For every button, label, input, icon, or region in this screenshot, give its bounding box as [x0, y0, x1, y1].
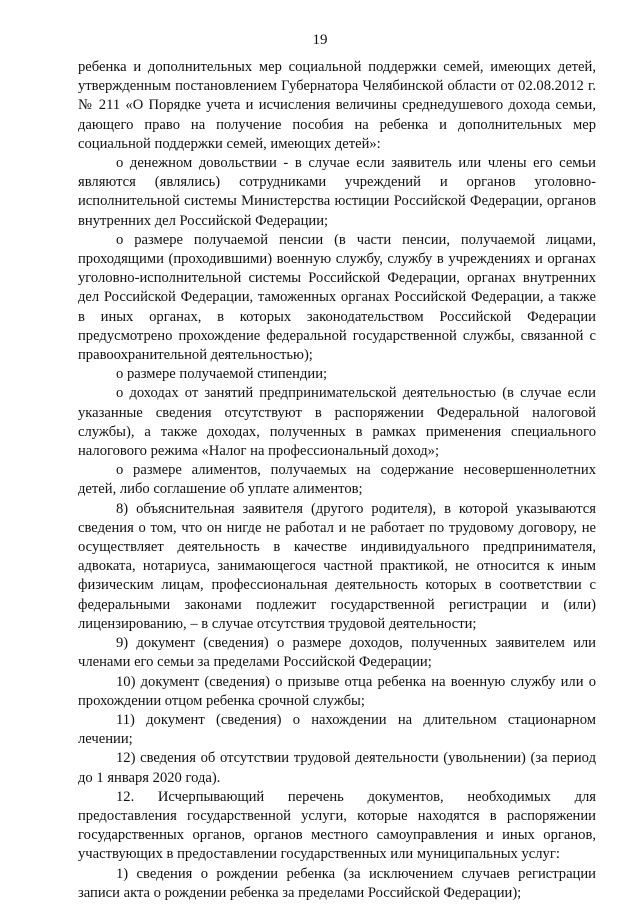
paragraph-section-12-item-1: 1) сведения о рождении ребенка (за исключением случаев регистрации записи акта о рождении ребенка за пределами Российской Федерации); — [78, 865, 596, 901]
paragraph-alimony: о размере алиментов, получаемых на содержание несовершеннолетних детей, либо соглашение об уплате алиментов; — [78, 462, 596, 498]
document-body — [78, 58, 596, 903]
paragraph-item-10: 10) документ (сведения) о призыве отца ребенка на военную службу или о прохождении отцом ребенка срочной службы; — [78, 673, 596, 709]
paragraph-business-income: о доходах от занятий предпринимательской деятельностью (в случае если указанные сведения отсутствуют в распоряжении Федеральной налоговой службы), а также доходах, полученных в рамках применения специального налогового режима «Налог на профессиональный доход»; — [78, 385, 596, 460]
paragraph-item-9: 9) документ (сведения) о размере доходов, полученных заявителем или членами его семьи за пределами Российской Федерации; — [78, 635, 596, 671]
paragraph-item-11: 11) документ (сведения) о нахождении на длительном стационарном лечении; — [78, 711, 596, 748]
page-number: 19 — [312, 32, 328, 48]
paragraph-stipend: о размере получаемой стипендии; — [116, 366, 328, 383]
paragraph-section-12: 12. Исчерпывающий перечень документов, необходимых для предоставления государственной услуги, которые находятся в распоряжении государственных органов, органов местного самоуправления и иных органов, участвующих в предоставлении государственных или муниципальных услуг: — [78, 788, 596, 863]
paragraph-continuation: ребенка и дополнительных мер социальной поддержки семей, имеющих детей, утвержденным постановлением Губернатора Челябинской области от 02.08.2012 г. № 211 «О Порядке учета и исчисления величины среднедушевого дохода семьи, дающего право на получение пособия на ребенка и дополнительных мер социальной поддержки семей, имеющих детей»: — [78, 59, 596, 152]
paragraph-item-8: 8) объяснительная заявителя (другого родителя), в которой указываются сведения о том, что он нигде не работал и не работает по трудовому договору, не осуществляет деятельность в качестве индивидуального предпринимателя, адвоката, нотариуса, занимающегося частной практикой, не относится к иным физическим лицам, профессиональная деятельность которых в соответствии с федеральными законами подлежит государственной регистрации и (или) лицензированию, – в случае отсутствия трудовой деятельности; — [78, 500, 596, 632]
paragraph-item-12: 12) сведения об отсутствии трудовой деятельности (увольнении) (за период до 1 января 2020 года). — [78, 750, 596, 786]
paragraph-monetary-allowance: о денежном довольствии - в случае если заявитель или члены его семьи являются (являлись) сотрудниками учреждений и органов уголовно-исполнительной системы Министерства юстиции Российской Федерации, органов внутренних дел Российской Федерации; — [78, 155, 596, 229]
paragraph-pension: о размере получаемой пенсии (в части пенсии, получаемой лицами, проходящими (проходившими) военную службу, службу в учреждениях и органах уголовно-исполнительной системы Российской Федерации, органах внутренних дел Российской Федерации, таможенных органах Российской Федерации, а также в иных органах, в которых законодательством Российской Федерации предусмотрено прохождение федеральной государственной службы, связанной с правоохранительной деятельностью); — [78, 231, 596, 364]
